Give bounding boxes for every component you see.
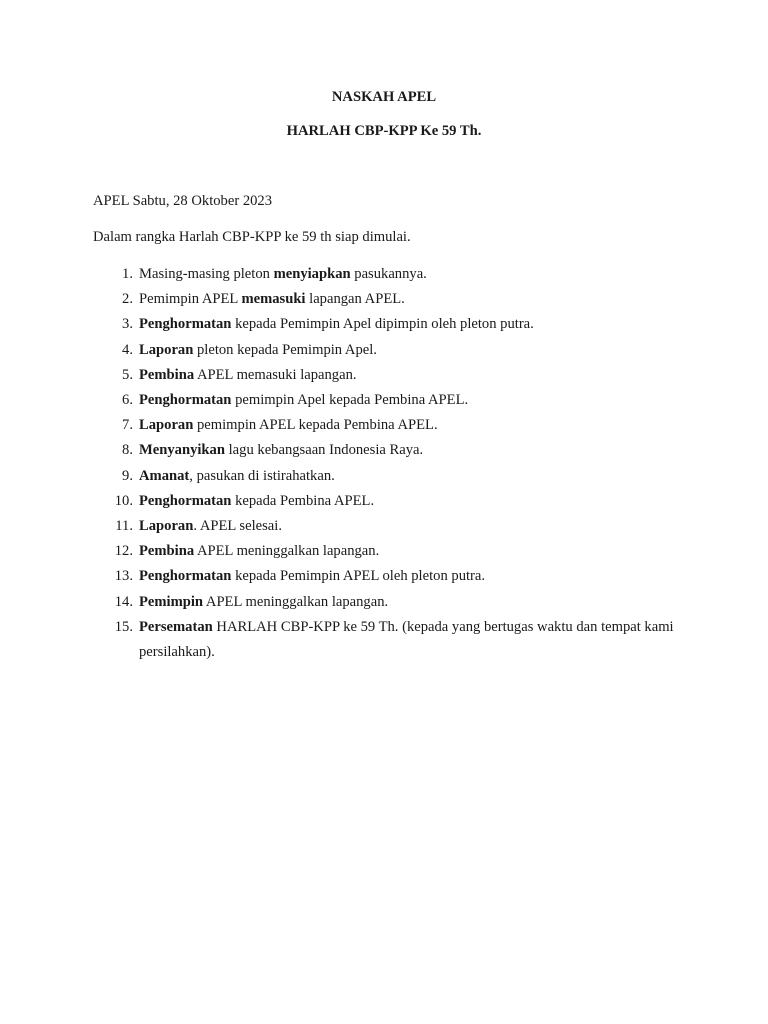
list-item-text [139, 568, 485, 584]
list-item-text-rest: lapangan APEL. [305, 291, 405, 308]
list-item-number: 15. [114, 618, 133, 635]
list-item [0, 388, 679, 413]
list-item [0, 514, 679, 539]
list-item-number: 8. [122, 442, 133, 459]
list-item [0, 438, 679, 463]
list-item [0, 312, 679, 337]
list-item-number: 13. [114, 568, 133, 585]
document-title: NASKAH APEL [331, 89, 437, 105]
list-item-text-rest: kepada Pemimpin APEL oleh pleton putra. [231, 568, 486, 585]
list-item [0, 564, 679, 589]
list-item-keyword: Persematan [139, 618, 213, 635]
list-item-text [139, 518, 282, 534]
list-item-keyword: Penghormatan [139, 568, 232, 585]
list-item-text [139, 493, 374, 509]
list-item-number: 4. [122, 341, 133, 358]
list-item-number: 14. [114, 593, 133, 610]
list-item-number: 6. [122, 392, 133, 409]
list-item-text [139, 543, 379, 559]
date-line: APEL Sabtu, 28 Oktober 2023 [93, 193, 273, 209]
list-item-text-rest: pemimpin APEL kepada Pembina APEL. [193, 417, 438, 434]
list-item-text-rest: kepada Pembina APEL. [231, 492, 375, 509]
list-item-keyword: Amanat [139, 467, 190, 484]
list-item-text-rest: kepada Pemimpin Apel dipimpin oleh pleton putra. [231, 316, 534, 333]
list-item-text [139, 392, 468, 408]
list-item [0, 363, 679, 388]
list-item-number: 10. [114, 492, 133, 509]
list-item-keyword: Penghormatan [139, 392, 232, 409]
list-item [0, 338, 679, 363]
list-item-text-rest: pleton kepada Pemimpin Apel. [193, 341, 377, 358]
list-item [0, 287, 679, 312]
list-item-text-rest: . APEL selesai. [193, 518, 282, 535]
list-item-number: 3. [122, 316, 133, 333]
list-item-keyword: Laporan [139, 341, 194, 358]
list-item-keyword: menyiapkan [273, 266, 351, 282]
list-item-number: 5. [122, 366, 133, 383]
list-item-text [139, 442, 423, 458]
list-item-text [139, 468, 335, 484]
list-item [0, 413, 679, 438]
list-item-number: 2. [122, 291, 133, 308]
list-item-keyword: Pembina [139, 366, 195, 383]
list-item-text-rest: HARLAH CBP-KPP ke 59 Th. (kepada yang bertugas waktu dan tempat kami persilahkan). [139, 618, 674, 661]
list-item [0, 590, 679, 615]
steps-list [0, 262, 768, 665]
list-item-number: 12. [114, 543, 133, 560]
list-item-text-lead: Pemimpin APEL [139, 291, 242, 308]
list-item-keyword: Pemimpin [139, 593, 204, 610]
list-item-keyword: Penghormatan [139, 492, 232, 509]
list-item [0, 539, 679, 564]
list-item [0, 262, 679, 287]
list-item [0, 489, 679, 514]
list-item-text [139, 291, 405, 307]
list-item-keyword: Pembina [139, 543, 195, 560]
list-item-text [139, 266, 427, 282]
intro-paragraph: Dalam rangka Harlah CBP-KPP ke 59 th siap dimulai. [93, 229, 411, 245]
list-item-text-rest: lagu kebangsaan Indonesia Raya. [224, 442, 424, 459]
list-item-text [139, 342, 377, 358]
list-item-text-rest: APEL memasuki lapangan. [194, 366, 357, 383]
list-item-number: 11. [115, 518, 133, 535]
list-item-keyword: Menyanyikan [139, 442, 225, 459]
list-item [0, 615, 679, 665]
list-item [0, 464, 679, 489]
list-item-text-rest: , pasukan di istirahatkan. [189, 467, 335, 484]
list-item-keyword: memasuki [241, 291, 306, 308]
list-item-text [139, 417, 438, 433]
list-item-text-rest: APEL meninggalkan lapangan. [203, 593, 389, 610]
list-item-text [139, 316, 534, 332]
list-item-keyword: Penghormatan [139, 316, 232, 333]
list-item-text-rest: pemimpin Apel kepada Pembina APEL. [231, 392, 469, 409]
list-item-number: 1. [122, 266, 133, 282]
list-item-keyword: Laporan [139, 518, 194, 535]
list-item-text-rest: APEL meninggalkan lapangan. [194, 543, 380, 560]
list-item-number: 9. [122, 467, 133, 484]
list-item-number: 7. [122, 417, 133, 434]
document-subtitle: HARLAH CBP-KPP Ke 59 Th. [286, 123, 482, 139]
list-item-keyword: Laporan [139, 417, 194, 434]
list-item-text [139, 594, 388, 610]
list-item-text [139, 367, 357, 383]
list-item-text [139, 619, 674, 660]
list-item-text-rest: pasukannya. [350, 266, 427, 282]
list-item-text-lead: Masing-masing pleton [139, 266, 274, 282]
